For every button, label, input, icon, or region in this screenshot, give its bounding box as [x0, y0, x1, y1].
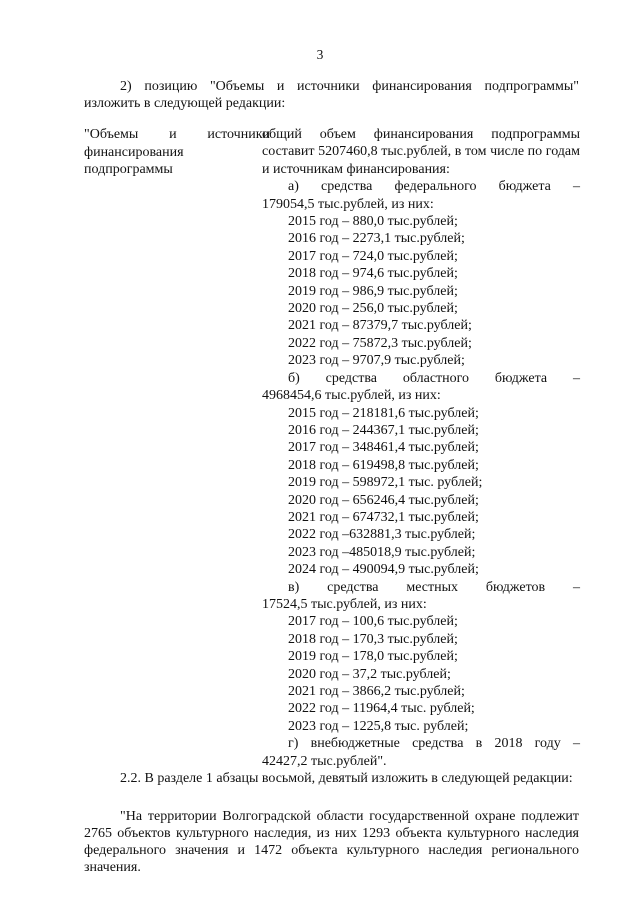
list-item: 2021 год – 3866,2 тыс.рублей; [288, 684, 465, 699]
list-item: 2022 год –632881,3 тыс.рублей; [288, 527, 476, 543]
list-item: 2022 год – 11964,4 тыс. рублей; [288, 701, 475, 717]
list-item: 2019 год – 598972,1 тыс. рублей; [288, 475, 483, 491]
list-item: 2023 год – 1225,8 тыс. рублей; [288, 718, 469, 734]
local-head: в) средства местных бюджетов – [288, 579, 580, 595]
list-item: 2020 год – 256,0 тыс.рублей; [288, 301, 458, 317]
list-item: 2023 год –485018,9 тыс.рублей; [288, 544, 476, 560]
list-item: 2024 год – 490094,9 тыс.рублей; [288, 562, 479, 578]
item-2-text: позицию "Объемы и источники финансирования подпрограммы" изложить в следующей редакции: [84, 79, 579, 111]
list-item: 2018 год – 170,3 тыс.рублей; [288, 631, 458, 647]
list-item: 2016 год – 244367,1 тыс.рублей; [288, 422, 479, 438]
extrabudget-head: г) внебюджетные средства в 2018 году – [288, 736, 580, 752]
item-2-paragraph [84, 78, 579, 112]
regional-years [262, 405, 580, 579]
list-item: 2020 год – 656246,4 тыс.рублей; [288, 492, 479, 508]
list-item: 2021 год – 674732,1 тыс.рублей; [288, 509, 479, 525]
quote-paragraph [84, 808, 579, 876]
list-item: 2017 год – 724,0 тыс.рублей; [288, 248, 458, 264]
list-item: 2018 год – 619498,8 тыс.рублей; [288, 457, 479, 473]
list-item: 2019 год – 178,0 тыс.рублей; [288, 649, 458, 665]
list-item: 2015 год – 218181,6 тыс.рублей; [288, 405, 479, 421]
item-2-2-number: 2.2. [120, 771, 141, 786]
list-item: 2016 год – 2273,1 тыс.рублей; [288, 231, 465, 247]
list-item: 2017 год – 348461,4 тыс.рублей; [288, 440, 479, 456]
extrabudget-total: 42427,2 тыс.рублей". [262, 753, 387, 769]
local-years [262, 613, 580, 735]
list-item: 2019 год – 986,9 тыс.рублей; [288, 283, 458, 299]
local-total: 17524,5 тыс.рублей, из них: [262, 596, 427, 612]
federal-head: а) средства федерального бюджета – [288, 179, 580, 195]
list-item: 2021 год – 87379,7 тыс.рублей; [288, 318, 472, 334]
item-2-2-paragraph [84, 770, 579, 787]
item-2-2-text: В разделе 1 абзацы восьмой, девятый изложить в следующей редакции: [144, 771, 573, 786]
financing-intro: общий объем финансирования подпрограммы составит 5207460,8 тыс.рублей, в том числе по годам и источникам финансирования: [262, 127, 580, 177]
federal-total: 179054,5 тыс.рублей, из них: [262, 196, 434, 212]
regional-total: 4968454,6 тыс.рублей, из них: [262, 388, 441, 404]
list-item: 2017 год – 100,6 тыс.рублей; [288, 614, 458, 630]
list-item: 2015 год – 880,0 тыс.рублей; [288, 214, 458, 230]
table-right-column [262, 126, 580, 770]
item-2-number: 2) [120, 79, 132, 94]
quote-text: "На территории Волгоградской области государственной охране подлежит 2765 объектов культурного наследия, из них 1293 объекта культурного наследия федерального значения и 1472 объекта культурного наследия регионального значения. [84, 809, 579, 875]
federal-years [262, 213, 580, 370]
list-item: 2018 год – 974,6 тыс.рублей; [288, 266, 458, 282]
table-left-label: "Объемы и источники финансирования подпрограммы [84, 127, 270, 177]
list-item: 2020 год – 37,2 тыс.рублей; [288, 666, 451, 682]
list-item: 2023 год – 9707,9 тыс.рублей; [288, 353, 465, 369]
list-item: 2022 год – 75872,3 тыс.рублей; [288, 335, 472, 351]
regional-head: б) средства областного бюджета – [288, 370, 580, 386]
page-number: 3 [316, 47, 324, 62]
